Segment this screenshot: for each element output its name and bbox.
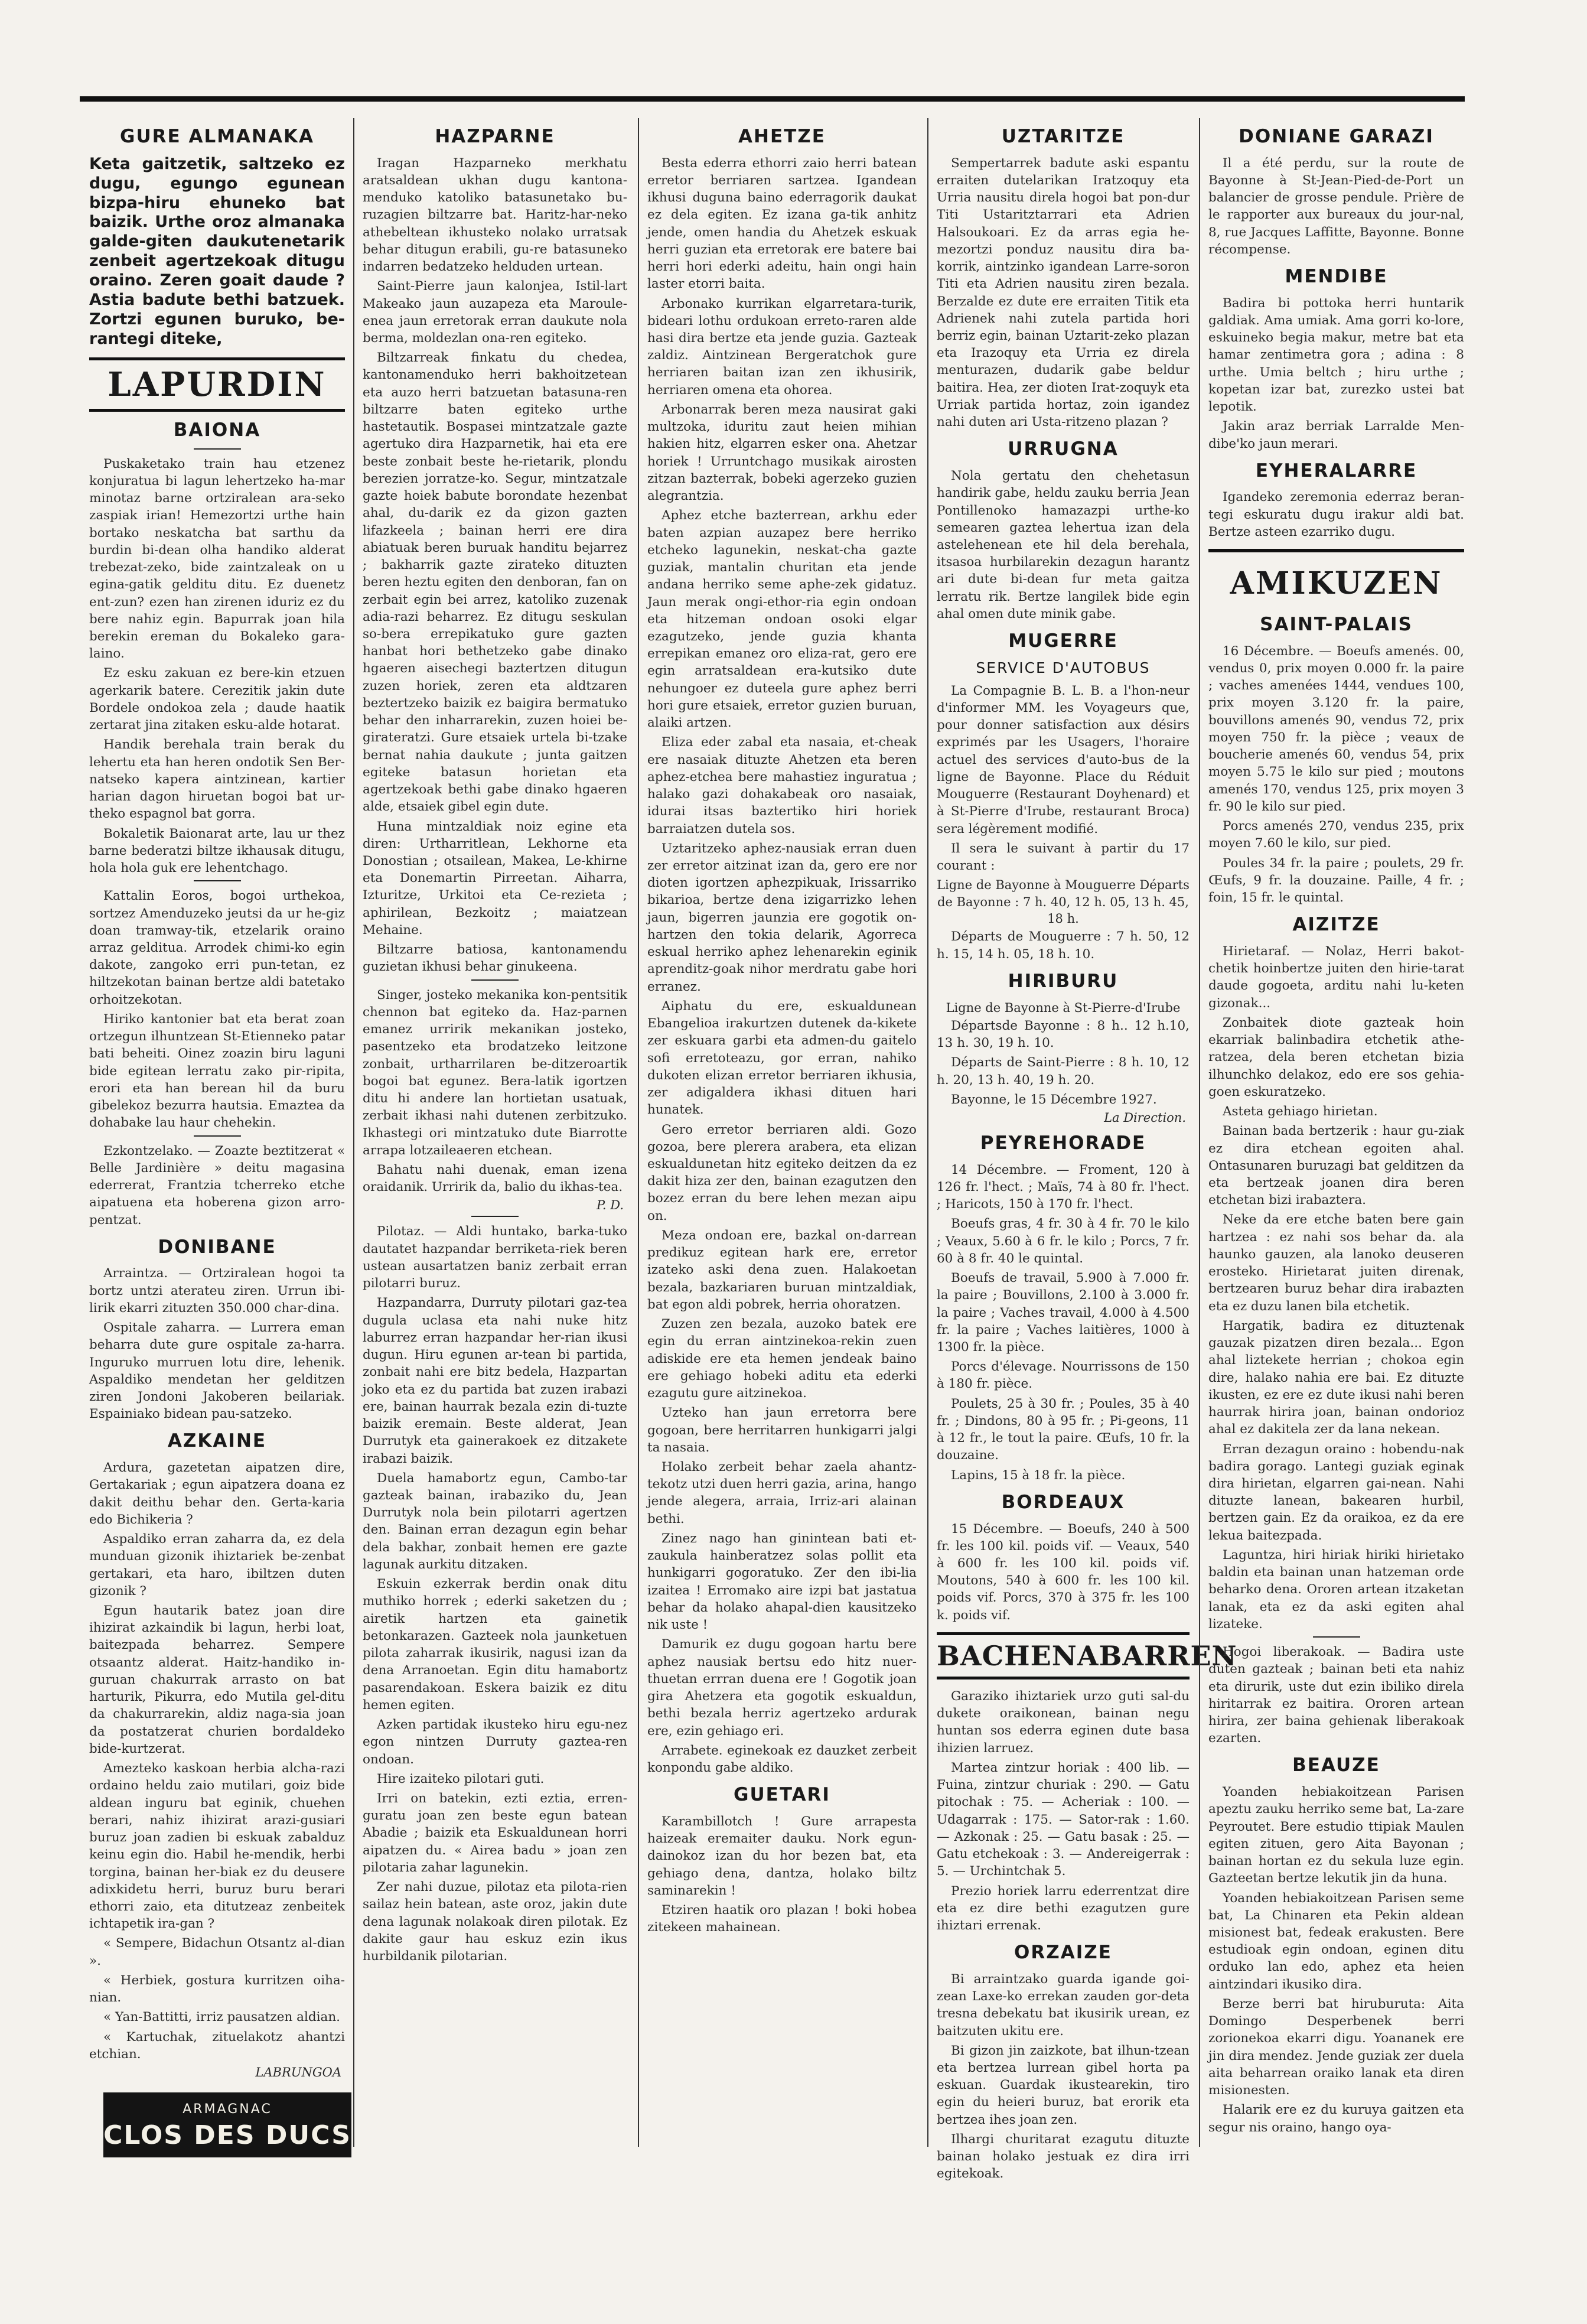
article-paragraph: Halarik ere ez du kuruya gaitzen eta segur nis oraino, hango oya- [1208,2102,1464,2135]
article-paragraph: Nola gertatu den chehetasun handirik gabe, heldu zauku berria Jean Pontillenoko hamazazpi urthe-ko semearen gaztea lehertua izan dela astelehenean ete hil dela berehala, itsasoa hurbilarekin dezagun harantz ari dute bi-dean fur meta gaitza lerratu rik. Bertze langilek bide egin ahal omen dute minik gabe. [937,468,1190,621]
article-paragraph: Uztaritzeko aphez-nausiak erran duen zer erretor aitzinat izan da, gero ere nor dioten igortzen aphezpikuak, Irissarriko bikarioa, bertze dena izigarrizko lehen jaun, bigerren jaunzia ere gogotik on-hartzen den tokia delarik, Agorreca eskual herriko aphez lehenarekin eginik aprenditz-goak nihor merdratu gabe hori erranez. [647,841,917,994]
divider [194,880,241,881]
column-1 [86,118,348,2147]
article-paragraph: Jakin araz berriak Larralde Men-dibe'ko jaun merari. [1208,419,1464,451]
article-paragraph: Ez esku zakuan ez bere-kin etzuen agerkarik batere. Cerezitik jakin dute Bordele ondokoa zela ; daude haatik zertarat jina zitaken esku-alde hotarat. [89,666,345,733]
market-paragraph: 15 Décembre. — Boeufs, 240 à 500 fr. les 100 kil. poids vif. — Veaux, 540 à 600 fr. les 100 kil. poids vif. Moutons, 540 à 600 fr. les 100 kil. poids vif. Porcs, 370 à 375 fr. les 100 k. poids vif. [937,1521,1190,1623]
article-paragraph: Zonbaitek diote gazteak hoin ekarriak balinbadira etchetik athe-ratzea, dela beren etchetan bizia ilhunchko delakoz, edo ere sos gehia-goen eskuratzeko. [1208,1015,1464,1099]
region-bachenabarren: BACHENABARREN [937,1632,1190,1679]
article-paragraph: Ilhargi churitarat ezagutu dituzte bainan holako jestuak ez dira irri egitekoak. [937,2131,1190,2182]
schedule-line: Bayonne, le 15 Décembre 1927. [951,1092,1157,1107]
article-paragraph: Egun hautarik batez joan dire ihizirat azkaindik bi lagun, herbi loat, baitezpada beharrez. Sempere otsaantz alderat. Haitz-handiko in-guruan chakurrak arrasto on bat harturik, Pikurra, edo Mutila gel-ditu da chakurrarekin, aldiz naga-sia joan da postatzerat churien bordaldeko bide-kurtzerat. [89,1603,345,1756]
verse-line: « Herbiek, gostura kurritzen oiha-nian. [89,1973,345,2006]
article-paragraph: Biltzarreak finkatu du chedea, kantonamenduko herri bakhoitzetean eta auzo herri batzuetan batasuna-ren biltzarre baten egiteko urthe hastetautik. Bospasei mintzatzale gazte agertuko dira Hazparnetik, hai eta ere beste zonbait beste he-rietarik, plondu berezien jorratze-ko. Segur, mintzatzale gazte hoiek babute borondate hezenbat ahal, du-darik ez da gizon gazten lifazkeela ; bainan herri ere dira abiatuak beren buruak handitu bejarrez ; bakharrik gazte zirateko dituzten beren heztu egiten den denboran, fan on zerbait egin bei arrez, katoliko zuzenak adia-razi beharrez. Ez ditugu seskulan so-bera errepikatuko gure gazten hanbat hori bethetzeko gabe dinako hgaeren aisechegi baztertzen ditugun zuzen horiek, zeren eta aldtzaren beztertzeko baizik ez baigira bermatuko behar den inharrarekin, zuzen hoiei be-girateratzi. Gure etsaiek urtela bi-tzake bernat nahia daukute ; junta gaitzen egiteke batasun horietan eta agertzekoak bethi gabe dinako hgaeren alde, etsaiek gibel egin dute. [363,350,627,815]
article-paragraph: Bi arraintzako guarda igande goi-zean Laxe-ko errekan zauden gor-deta tresna debekatu bat ikusirik urean, ez baitzuten ukitu ere. [937,1971,1190,2039]
almanaka-title: GURE ALMANAKA [120,126,314,147]
armagnac-advert [103,2092,351,2157]
market-paragraph: Poulets, 25 à 30 fr. ; Poules, 35 à 40 fr. ; Dindons, 80 à 95 fr. ; Pi-geons, 11 à 12 fr., le tout la paire. Œufs, 10 fr. la douzaine. [937,1396,1190,1463]
saint-palais-title: SAINT-PALAIS [1260,614,1413,636]
article-paragraph: Hargatik, badira ez dituztenak gauzak pizatzen diren bezala... Egon ahal liztekete herrian ; chokoa egin dire, halako nahia ere bai. Ez dituzte ikusten, ez ere ez dute ikusi nahi beren haurrak hirira joan, bainan ondorioz ahal ez dakitela zer da lana nekean. [1208,1318,1464,1437]
article-paragraph: Zuzen zen bezala, auzoko batek ere egin du erran aintzinekoa-rekin zuen adiskide ere eta hemen jendeak baino ere gehiago hobeki aditu eta ederki ezagutu gure aitzinekoa. [647,1317,917,1401]
notice-paragraph: Ezkontzelako. — Zoazte beztitzerat « Belle Jardinière » deitu magasina ederrerat, Frantzia tcherreko etche aipatuena eta hoberena gizon arro-pentzat. [89,1143,345,1228]
schedule-line: Ligne de Bayonne à St-Pierre-d'Irube [946,1000,1181,1015]
article-paragraph: Prezio horiek larru ederrentzat dire eta ez dire bethi ezagutzen gure ihiztari errenak. [937,1883,1190,1933]
article-paragraph: Garaziko ihiztariek urzo guti sal-du dukete oraikonean, bainan negu huntan sos ederra eginen dute basa ihizien larruez. [937,1688,1190,1756]
eyheralarre-title: EYHERALARRE [1255,460,1417,481]
top-rule [80,96,1465,102]
article-paragraph: Zer nahi duzue, pilotaz eta pilota-rien sailaz hein batean, aste oroz, jakin dute dena lagunak nolakoak diren pilotak. Ez dakite gaur hau eskuz ezin ikus hurbildanik pilotarian. [363,1880,627,1964]
divider [1313,1636,1360,1638]
article-paragraph: Erran dezagun oraino : hobendu-nak badira gorago. Lantegi guziak eginak dira hirietan, elgarren gai-nean. Nahi dituzte lanean, bakearen hurbil, bertzen gain. Ez da oraikoa, ez da ere lekua baitezpada. [1208,1441,1464,1543]
market-paragraph: Boeufs gras, 4 fr. 30 à 4 fr. 70 le kilo ; Veaux, 5.60 à 6 fr. le kilo ; Porcs, 7 fr. 60 à 8 fr. 40 le quintal. [937,1216,1190,1266]
market-paragraph: Porcs amenés 270, vendus 235, prix moyen 7.60 le kilo, sur pied. [1208,819,1464,851]
orzaize-title: ORZAIZE [1014,1942,1112,1964]
article-paragraph: Karambillotch ! Gure arrapesta haizeak eremaiter dauku. Nork egun-dainokoz izan du hor bezen bat, eta gehiago dena, dantza, holako biltz saminarekin ! [647,1814,917,1898]
article-paragraph: Arbonarrak beren meza nausirat gaki multzoka, iduritu zaut heien mihian hakien hitz, elgarren esker ona. Ahetzar horiek ! Urruntchago musikak airosten zitzan bazterrak, bobeki agerzeko guzien alegrantzia. [647,402,917,504]
azkaine-title: AZKAINE [167,1430,267,1452]
article-paragraph: Arraintza. — Ortziralean hogoi ta bortz untzi aterateu ziren. Urrun ibi-lirik ekarri zituzten 350.000 char-dina. [89,1266,345,1316]
region-amikuzen: AMIKUZEN [1230,565,1443,602]
divider [194,1135,241,1137]
guetari-title: GUETARI [734,1784,830,1806]
article-paragraph: Sempertarrek badute aski espantu erraiten dutelarikan Iratzoquy eta Urria nausitu direla hogoi bat pon-dur Titi Ustaritztarrari eta Adrien Halsoukoari. Ez da arras egia he-mezortzi ponduz nausitu dira ba-korrik, aintzinko igandean Larre-soron Titi eta Adrien nausitu ziren bezala. Berzalde ez dute ere erraiten Titik eta Adrienek nahi zutela partida hori berriz egin, bainan Uztarit-zeko plazan eta Irazoquy eta Urria ez direla menturazen, dudarik gabe beldur baitira. Hea, zer dioten Irat-zoquyk eta Urriak partida hortaz, zoin igandez nahi duten ari Usta-ritzeno plazan ? [937,155,1190,430]
signature: LABRUNGOA [255,2065,341,2080]
column-3 [638,118,920,2147]
article-paragraph: Asteta gehiago hirietan. [1223,1104,1378,1119]
doniane-title: DONIANE GARAZI [1239,126,1434,147]
article-paragraph: Puskaketako train hau etzenez konjuratua bi lagun lehertzeko ha-mar minotaz barne ortziralean ara-seko zaspiak irian! Hemezortzi urthe hain bortako neskatcha bat sarthu da burdin bi-dean olha handiko alderat trebezat-zeko, bide zaintzaleak on u egina-gatik gelditu ditu. Ez duenetz ent-zun? ezen han zirenen iduriz ez du bere nahiz egin. Bapurrak joan hila berekin ereman du Bokaleko gara-laino. [89,456,345,662]
divider [194,448,241,450]
article-paragraph: Amezteko kaskoan herbia alcha-razi ordaino heldu zaio mutilari, goiz bide aldean inguru bat eginik, chuehen berari, nahiz ihizirat arazi-gusiari buruz joan zadien bi eskuak zabalduz keinu egin dio. Habil he-mendik, herbi torgina, bainan her-biak ez du deusere adixkidetu herri, buruz buru berari ethorri zaio, eta ditutzeaz zenbeitek ichtapetik ira-gan ? [89,1761,345,1932]
market-paragraph: Boeufs de travail, 5.900 à 7.000 fr. la paire ; Bouvillons, 2.100 à 3.000 fr. la paire ; Vaches travail, 4.000 à 4.500 fr. la paire ; Vaches laitières, 1000 à 1300 fr. la pièce. [937,1271,1190,1355]
almanaka-intro: Keta gaitzetik, saltzeko ez dugu, egungo egunean bizpa-hiru ehuneko bat baizik. Urthe oroz almanaka galde-giten daukutenetarik zenbeit agertzekoak ditugu oraino. Zeren goait daude ? Astia badute bethi batzuek. Zortzi egunen buruko, be-rantegi diteke, [89,154,345,349]
divider [471,979,519,981]
article-paragraph: Uzteko han jaun erretorra bere gogoan, bere herritarren hunkigarri jalgi ta nasaia. [647,1405,917,1455]
article-paragraph: Irri on batekin, ezti eztia, erren-guratu joan zen beste egun batean Abadie ; baizik eta Eskualdunean horri aipatzen du. « Airea badu » joan zen pilotaria zahar lagunekin. [363,1791,627,1875]
verse-line: « Sempere, Bidachun Otsantz al-dian ». [89,1936,345,1968]
schedule-line: Départs de Mouguerre : 7 h. 50, 12 h. 15, 14 h. 05, 18 h. 10. [937,929,1190,962]
article-paragraph: Hirietaraf. — Nolaz, Herri bakot-chetik hoinbertze juiten den hirie-tarat daude gogoeta, arditu nahi lu-keten gizonak... [1208,943,1464,1011]
article-paragraph: Igandeko zeremonia ederraz beran-tegi eskuratu dugu irakur aldi bat. Bertze asteen ezarriko dugu. [1208,490,1464,539]
verse-line: « Kartuchak, zituelakotz ahantzi etchian. [89,2029,345,2062]
article-paragraph: Hazpandarra, Durruty pilotari gaz-tea dugula uclasa eta nahi nuke hitz laburrez erran hazpandar her-rian ikusi dugun. Hiru egunen ar-tean bi partida, zonbait nahi ere bitz bedela, Hazpartan joko eta ez du partida bat zuzen irabazi ere, bainan haurrak bezala ezin di-tuzte baizik eremain. Beste alderat, Jean Durrutyk eta gainerakoek ez ditzakete irabazi baizik. [363,1296,627,1466]
bordeaux-title: BORDEAUX [1001,1491,1125,1513]
article-paragraph: Eliza eder zabal eta nasaia, et-cheak ere nasaiak dituzte Ahetzen eta beren aphez-etchea bere mahastiez inguratua ; halako gazi dohakabeak oro nasaiak, idurai itsas baztertiko hiri horiek barraiatzen dutela sos. [647,735,917,836]
article-paragraph: Bainan bada bertzerik : haur gu-ziak ez dira etchean egoiten ahal. Ontasunaren buruzagi bat gelditzen da eta bertzeak joanen dira beren etchetan bizi irabaztera. [1208,1124,1464,1208]
article-paragraph: Etziren haatik oro plazan ! boki hobea zitekeen mahainean. [647,1903,917,1935]
mendibe-title: MENDIBE [1285,266,1388,288]
article-paragraph: Kattalin Eoros, bogoi urthekoa, sortzez Amenduzeko jeutsi da ur he-giz doan tramway-tik, etzelarik oraino arraz gelditua. Arrodek chimi-ko egin dakote, zangoko erri pun-tetan, ez hiltzekotan bainan bertze aldi batetako orhoitzekotan. [89,888,345,1007]
article-paragraph: Hire izaiteko pilotari guti. [377,1771,545,1786]
schedule-line: Départs de Saint-Pierre : 8 h. 10, 12 h. 20, 13 h. 40, 19 h. 20. [937,1055,1190,1088]
donibane-title: DONIBANE [158,1236,276,1258]
article-paragraph: Gero erretor berriaren aldi. Gozo gozoa, bere plerera arabera, eta elizan eskualdunetan hitz egiteko deitzen da ez dakit hiza zer den, bainan ezagutzen den bozez erran du bere lehen mezan aipu on. [647,1122,917,1223]
article-paragraph: Azken partidak ikusteko hiru egu-nez egon nintzen Durruty gaztea-ren ondoan. [363,1717,627,1767]
market-paragraph: Porcs d'élevage. Nourrissons de 150 à 180 fr. pièce. [937,1359,1190,1392]
article-paragraph: Ardura, gazetetan aipatzen dire, Gertakariak ; egun aipatzera doana ez dakit deithu behar den. Gerta-karia edo Bichikeria ? [89,1460,345,1527]
column-2 [353,118,631,2147]
mugerre-subtitle: SERVICE D'AUTOBUS [976,659,1151,676]
article-paragraph: Aiphatu du ere, eskualdunean Ebangelioa irakurtzen dutenek da-kikete zer eskuara garbi eta admen-du gaitelo sofi erretoteazu, gor erran, nahiko dukoten elizan erretor berriaren ikhusia, zer adigaldera ikhasi dituen hari hunatek. [647,998,917,1118]
article-paragraph: Iragan Hazparneko merkhatu aratsaldean ukhan dugu kantona-menduko katoliko batasunetako bu-ruzagien biltzarre bat. Haritz-har-neko athebeltean ikhusteko nolako urratsak behar ditugun erabili, gu-re batasuneko indarren bedatzeko helduden urtean. [363,155,627,275]
signature: P. D. [597,1198,624,1213]
market-paragraph: 16 Décembre. — Boeufs amenés. 00, vendus 0, prix moyen 0.000 fr. la paire ; vaches amenées 1444, vendues 100, prix moyen 3.120 fr. la paire, bouvillons amenés 90, vendus 72, prix moyen 750 fr. la pièce ; veaux de boucherie amenés 60, vendus 54, prix moyen 5.75 le kilo sur pied ; moutons amenés 170, vendus 125, prix moyen 3 fr. 90 le kilo sur pied. [1208,643,1464,814]
article-paragraph: Huna mintzaldiak noiz egine eta diren: Urtharritlean, Lekhorne eta Donostian ; otsailean, Makea, Le-khirne eta Donemartin Pirreetan. Aiharra, Izturitze, Urkitoi eta Ce-rezieta ; aphirilean, Bezkoitz ; maiatzean Mehaine. [363,819,627,938]
region-lapurdin: LAPURDIN [89,357,345,412]
article-paragraph: Besta ederra ethorri zaio herri batean erretor berriaren sartzea. Igandean ikhusi duguna baino ederragorik daukat ez dela egiten. Ez izana ga-tik anhitz jende, omen handia du Ahetzek eskuak herri guzian eta erretorak ere batere bai herri hori ederki adeitu, hain ongi hain laster etorri baita. [647,155,917,292]
article-paragraph: Singer, josteko mekanika kon-pentsitik chennon bat egiteko da. Haz-parnen emanez urririk mekanikan josteko, pasentzeko eta brodatzeko leitzone zonbait, urtharrilaren be-ditzeroartik bogoi bat egunez. Bera-latik igortzen ditu hi andere lan hortietan usatuak, zerbait ikhasi nahi dutenen zerbitzuko. Ikhastegi ori mintzatuko dute Biarrotte arrapa lotzaileaeren etchean. [363,987,627,1158]
hazparne-title: HAZPARNE [435,126,555,147]
article-paragraph: Handik berehala train berak du lehertu eta han heren ondotik Sen Ber-natseko kapera aintzinean, kartier harian dagon hiruetan bogoi bat ur-theko espagnol bat gorra. [89,737,345,822]
article-paragraph: Laguntza, hiri hiriak hiriki hirietako baldin eta bainan unan hatzeman orde beharko dena. Ororen artean itzaketan lanak, eta ez da aski egiten ahal lizateke. [1208,1547,1464,1632]
article-paragraph: Bi gizon jin zaizkote, bat ilhun-tzean eta bertzea lurrean gibel horta pa eskuan. Guardak ikustearekin, tiro egin du heieri buruz, bat erorik eta bertzea ihes joan zen. [937,2043,1190,2127]
article-paragraph: Bahatu nahi duenak, eman izena oraidanik. Urririk da, balio du ikhas-tea. [363,1163,627,1195]
article-paragraph: Yoanden hebiakoitzean Parisen apeztu zauku herriko seme bat, La-zare Peyroutet. Bere estudio ttipiak Maulen egiten zituen, gero Aita Bayonan ; bainan hortan ez du sekula luze egin. Gazteetan bertze lekutik jin da huna. [1208,1785,1464,1886]
column-5 [1199,118,1468,2147]
schedule-line: Départsde Bayonne : 8 h.. 12 h.10, 13 h. 30, 19 h. 10. [937,1018,1190,1051]
article-paragraph: Ospitale zaharra. — Lurrera eman beharra dute gure ospitale za-harra. Inguruko murruen lotu dire, lehenik. Aspaldiko mendetan her gelditzen ziren Jondoni Jakoberen beilariak. Espainiako bidean pau-satzeko. [89,1320,345,1422]
article-paragraph: Pilotaz. — Aldi huntako, barka-tuko dautatet hazpandar berriketa-riek beren ustean ausartatzen baniz zerbait erran pilotarri buruz. [363,1224,627,1291]
article-paragraph: Saint-Pierre jaun kalonjea, Istil-lart Makeako jaun auzapeza eta Maroule-enea jaun erretorak erran daukute nola berma, moldezlan ona-ren egiteko. [363,279,627,346]
article-paragraph: Il sera le suivant à partir du 17 courant : [937,841,1190,874]
market-paragraph: Lapins, 15 à 18 fr. la pièce. [951,1467,1126,1483]
market-paragraph: 14 Décembre. — Froment, 120 à 126 fr. l'hect. ; Maïs, 74 à 80 fr. l'hect. ; Haricots, 150 à 170 fr. l'hect. [937,1162,1190,1212]
article-paragraph: Martea zintzur horiak : 400 lib. — Fuina, zintzur churiak : 290. — Gatu pitochak : 75. — Acheriak : 100. — Udagarrak : 175. — Sator-rak : 1.60. — Azkonak : 25. — Gatu basak : 25. — Gatu etchekoak : 3. — Andereigerrak : 5. — Urchintchak 5. [937,1760,1190,1879]
ahetze-title: AHETZE [738,126,826,147]
advert-line-2: CLOS DES DUCS [103,2120,351,2150]
divider [1208,549,1464,552]
column-4 [927,118,1237,2182]
signature: La Direction. [1104,1111,1186,1125]
article-paragraph: Meza ondoan ere, bazkal on-darrean predikuz egitean hark ere, erretor izateko aski dena zuen. Halakoetan bezala, bazkariaren buruan mintzaldiak, bat egon aldi pobrek, herria ohoratzen. [647,1228,917,1312]
article-paragraph: Aspaldiko erran zaharra da, ez dela munduan gizonik ihiztariek be-zenbat gertakari, eta haro, ibiltzen duten gizonik ? [89,1532,345,1599]
article-paragraph: Berze berri bat hiruburuta: Aita Domingo Desperbenek berri zorionekoa ekarri digu. Yoananek ere jin dira mendez. Jende guziak zer duela aita beharrean oraiko lanak eta diren misionesten. [1208,1996,1464,2098]
advert-line-1: ARMAGNAC [183,2102,272,2117]
article-paragraph: Holako zerbeit behar zaela ahantz-tekotz utzi duen herri gazia, arina, hango jende alegera, arraia, Irriz-ari alainan bethi. [647,1459,917,1526]
verse-line: « Yan-Battitti, irriz pausatzen aldian. [103,2010,340,2025]
article-paragraph: Hiriko kantonier bat eta berat zoan ortzegun ilhuntzean St-Etienneko patar bati beheiti. Oinez zoazin biru laguni bide egitean lerratu zako pir-ripita, erori eta han berean hil da buru gibelekoz bezurra hautsia. Emaztea da dohabake lau haur chehekin. [89,1011,345,1131]
mugerre-title: MUGERRE [1008,630,1118,652]
urrugna-title: URRUGNA [1008,438,1119,460]
article-paragraph: Il a été perdu, sur la route de Bayonne à St-Jean-Pied-de-Port un balancier de grosse pendule. Prière de le rapporter aux bureaux du jour-nal, 8, rue Jacques Laffitte, Bayonne. Bonne récompense. [1208,155,1464,257]
market-paragraph: Poules 34 fr. la paire ; poulets, 29 fr. Œufs, 9 fr. la douzaine. Paille, 4 fr. ; foin, 15 fr. le quintal. [1208,855,1464,906]
article-paragraph: Bokaletik Baionarat arte, lau ur thez barne bederatzi biltze ikhausak ditugu, hola hola guk ere lehentchago. [89,826,345,876]
peyrehorade-title: PEYREHORADE [980,1132,1146,1154]
uztaritze-title: UZTARITZE [1001,126,1125,147]
article-paragraph: Yoanden hebiakoitzean Parisen seme bat, La Chinaren eta Pekin aldean misionest bat, fedeak erakusten. Bere estudioak egin ondoan, eginen ditu orduko lan edo, aphez eta heien aintzindari ikusiko dira. [1208,1890,1464,1992]
baiona-title: BAIONA [173,419,261,441]
article-paragraph: Damurik ez dugu gogoan hartu bere aphez nausiak bertsu edo hitz nuer-thuetan errran duena ere ! Gogotik joan gira Ahetzera eta gogotik eskualdun, bethi bezala herriz agertzeko ardurak ere, ezin gehiago eri. [647,1637,917,1739]
article-paragraph: La Compagnie B. L. B. a l'hon-neur d'informer MM. les Voyageurs que, pour donner satisfaction aux désirs exprimés par les Usagers, l'horaire actuel des services d'auto-bus de la ligne de Bayonne. Place du Réduit Mouguerre (Restaurant Doyhenard) et à St-Pierre d'Irube, restaurant Broca) sera légèrement modifié. [937,683,1190,836]
article-paragraph: Zinez nago han ginintean bati et-zaukula hainberatzez solas pollit eta hunkigarri gogoratuko. Zer den ibi-lia izaitea ! Erromako aire izpi bat jastatua behar da holako ahapal-dien kausitzeko nik uste ! [647,1531,917,1633]
article-paragraph: Arrabete. eginekoak ez dauzket zerbeit konpondu gabe aldiko. [647,1743,917,1775]
article-paragraph: Neke da ere etche baten bere gain hartzea : ez nahi sos behar da. ala haunko gauzen, ala lanoko deuseren erosteko. Hirietarat juiten direnak, bertzearen buruz behar dira irabazten eta ez duzu lanen bila etchetik. [1208,1212,1464,1314]
article-paragraph: Badira bi pottoka herri huntarik galdiak. Ama umiak. Ama gorri ko-lore, eskuineko begia makur, metre bat eta hamar zentimetra gora ; adina : 8 urthe. Umia beltch ; hiru urthe ; kopetan izar bat, zurezko ustei bat lepotik. [1208,295,1464,415]
aizitze-title: AIZITZE [1292,914,1380,936]
beauze-title: BEAUZE [1292,1755,1380,1776]
divider [471,1216,519,1217]
article-paragraph: Eskuin ezkerrak berdin onak ditu muthiko horrek ; ederki saketzen du ; airetik hartzen eta gainetik betonkarazen. Gazteek nola jaunketuen pilota zaharrak ikusirik, nagusi izan da dena Arranoetan. Egin ditu hamabortz pasarendakoan. Eskera baizik ez ditu hemen egiten. [363,1577,627,1713]
article-paragraph: Hogoi liberakoak. — Badira uste duten gazteak ; bainan beti eta nahiz eta dirurik, uste dut ezin ibiliko direla hiritarrak ez baitira. Ororen artean hirira, zer baina gehienak liberakoak ezarten. [1208,1645,1464,1746]
article-paragraph: Arbonako kurrikan elgarretara-turik, bideari lothu ordukoan erreto-raren alde hasi dira bertze eta jende guzia. Gazteak zaldiz. Aintzinean Bergeratchok gure herriaren baitan izan zen ikhusirik, herriaren omena eta ohorea. [647,296,917,398]
article-paragraph: Biltzarre batiosa, kantonamendu guzietan ikhusi behar ginukeena. [363,942,627,975]
article-paragraph: Duela hamabortz egun, Cambo-tar gazteak bainan, irabaziko du, Jean Durrutyk nola bein pilotarri agertzen den. Bainan erran dezagun egin behar dela bakhar, zonbait hemen ere gazte lagunak aurkitu ditzaken. [363,1470,627,1572]
schedule-line: Ligne de Bayonne à Mouguerre Départs de Bayonne : 7 h. 40, 12 h. 05, 13 h. 45, 18 h. [937,878,1190,926]
hiriburu-title: HIRIBURU [1008,970,1119,992]
article-paragraph: Aphez etche bazterrean, arkhu eder baten azpian auzapez bere herriko etcheko lagunekin, neskat-cha gazte guziak, mantalin churitan eta jende andana herriko seme aphe-zek gidatuz. Jaun merak ongi-ethor-ria egin ondoan eta hitzeman ondoan osoki elgar ezagutzeko, jende guzia khanta errepikan emanez oro eliza-rat, gero ere egin arratsaldean era-kutsiko dute nehungoer ez duteela gure aphez berri hori gure etsaiek, erretor guzien buruan, alaiki artzen. [647,508,917,731]
